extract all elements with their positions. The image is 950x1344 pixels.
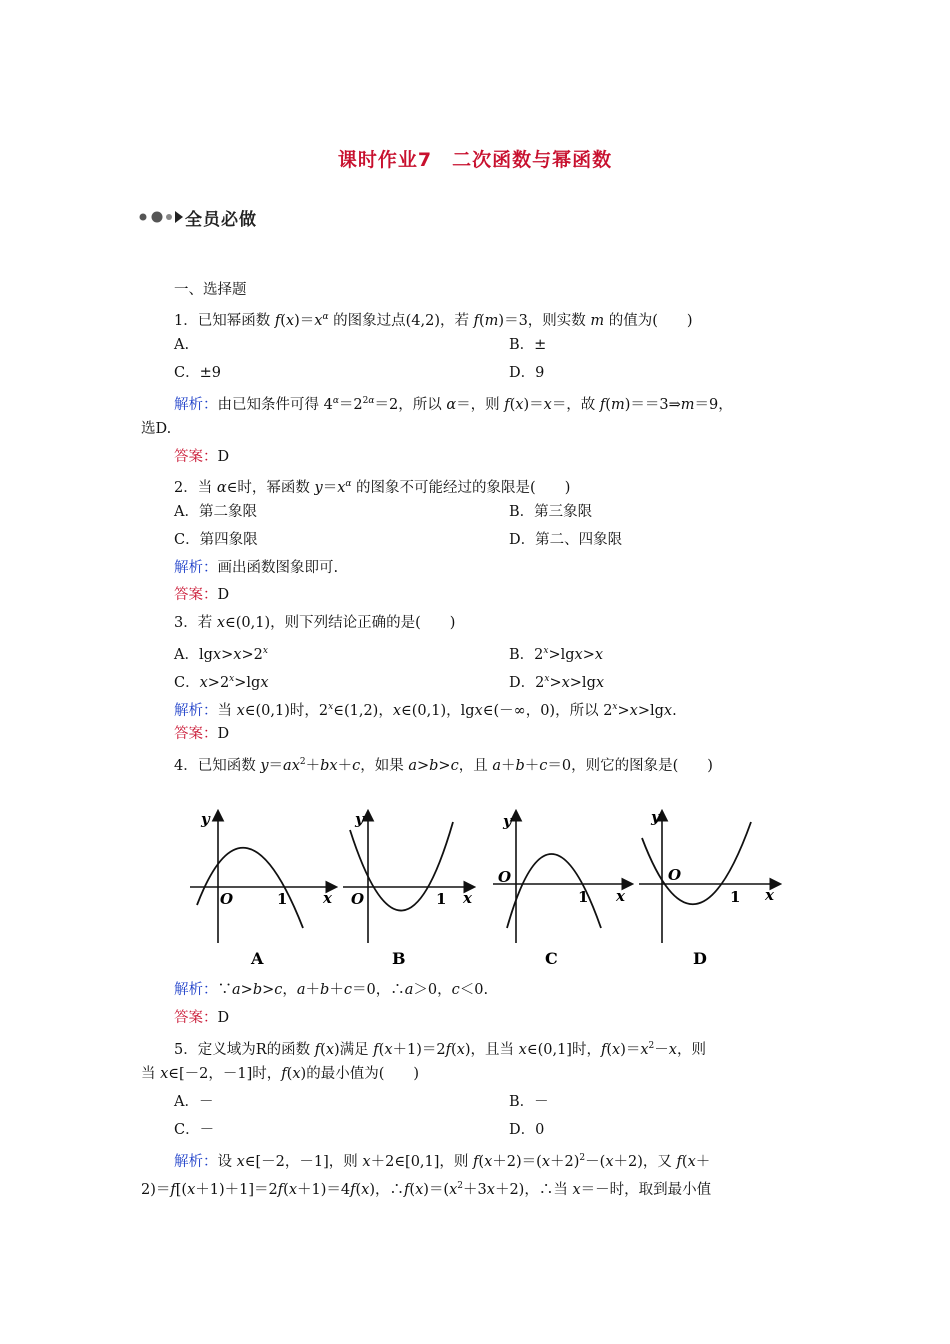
graph-b-label: B [392, 949, 406, 968]
q5-solution: 解析：设 x∈[－2，－1]，则 x＋2∈[0,1]，则 $f(x+2)=(x+2)^2-(x+2)$，又 f(x＋ [174, 1153, 711, 1170]
graph-a[interactable] [190, 810, 335, 968]
q3-option-a[interactable]: A．$\lg x>x>2^x$ [174, 646, 268, 663]
q4-answer: 答案：D [174, 1010, 230, 1026]
graph-b-x-label: x [463, 889, 472, 907]
q4-graph-options [185, 800, 795, 975]
q2-option-c[interactable]: C．第四象限 [174, 532, 258, 548]
q5-solution-line2: 2)＝f[(x＋1)＋1]＝2f(x＋1)＝4f(x)，$\therefore f(x)=(x^2+3x+2)$，∴当 x＝－时，取到最小值 [141, 1181, 712, 1198]
section-heading: 一、选择题 [174, 282, 247, 298]
graph-a-x-label: x [323, 889, 332, 907]
q3-answer: 答案：D [174, 726, 230, 742]
q5-option-a[interactable]: A．－ [174, 1094, 214, 1110]
graph-c-label: C [545, 949, 558, 968]
q1-solution-wrap: 选D. [141, 421, 172, 437]
graph-c-one: 1 [578, 888, 589, 906]
graph-b[interactable] [343, 810, 473, 968]
q5-stem-wrap: 当 x∈[－2，－1]时，f(x)的最小值为( ) [141, 1066, 420, 1082]
q3-option-b[interactable]: B．$2^x>\lg x>x$ [509, 646, 604, 663]
q4-solution: 解析：∵a>b>c，a＋b＋c＝0，∴a＞0，c＜0. [174, 982, 489, 998]
graph-b-y-label: y [355, 810, 364, 828]
q2-answer: 答案：D [174, 587, 230, 603]
q2-option-b[interactable]: B．第三象限 [509, 504, 593, 520]
graph-c-x-label: x [616, 887, 625, 905]
graph-d-y-label: y [651, 808, 660, 826]
graph-d-one: 1 [730, 888, 741, 906]
q2-option-d[interactable]: D．第二、四象限 [509, 532, 623, 548]
graph-a-y-label: y [201, 810, 210, 828]
graph-c-origin: O [498, 868, 512, 886]
page-title: 课时作业7 二次函数与幂函数 [337, 149, 613, 171]
q5-stem: 5．定义域为R的函数 f(x)满足 f(x＋1)＝2f(x)，且当 x∈(0,1]时，$f(x)=x^2-x$，则 [174, 1041, 706, 1058]
graph-d-x-label: x [765, 886, 774, 904]
graph-d-label: D [693, 949, 707, 968]
q5-option-c[interactable]: C．－ [174, 1122, 215, 1138]
graph-a-origin: O [220, 890, 234, 908]
q4-stem: 4．已知函数 $y=ax^2+bx+c$，如果 a>b>c，且 a＋b＋c＝0，则它的图象是( ) [174, 757, 713, 774]
q1-answer: 答案：D [174, 449, 230, 465]
banner-title: 全员必做 [185, 210, 257, 230]
q5-option-b[interactable]: B．－ [509, 1094, 549, 1110]
q3-option-c[interactable]: C．$x>2^x>\lg x$ [174, 674, 269, 691]
q2-solution: 解析：画出函数图象即可. [174, 560, 339, 576]
q3-option-d[interactable]: D．$2^x>x>\lg x$ [509, 674, 605, 691]
q1-solution: 解析：由已知条件可得 $4^\alpha=2^{2\alpha}=2$，所以 α＝，则 f(x)＝x＝，故 f(m)＝＝3⇒m＝9， [174, 396, 733, 413]
graph-c[interactable] [493, 812, 631, 968]
q5-option-d[interactable]: D．0 [509, 1122, 545, 1138]
q1-option-b[interactable]: B．± [509, 337, 547, 353]
graph-b-origin: O [351, 890, 365, 908]
q3-stem: 3．若 x∈(0,1)，则下列结论正确的是( ) [174, 615, 456, 631]
graph-d-origin: O [668, 866, 682, 884]
q1-stem: 1．已知幂函数 $f(x)=x^\alpha$ 的图象过点(4,2)，若 f(m)＝3，则实数 m 的值为( ) [174, 312, 693, 329]
graph-a-label: A [251, 949, 264, 968]
q2-stem: 2．当 α∈时，幂函数 $y=x^\alpha$ 的图象不可能经过的象限是( ) [174, 479, 571, 496]
graph-d[interactable] [639, 808, 779, 968]
q3-solution: 解析：当 x∈(0,1)时，2$^x$∈(1,2)，x∈(0,1)，lgx∈(－∞，0)，所以 $2^x>x>\lg x$. [174, 702, 677, 719]
q2-option-a[interactable]: A．第二象限 [174, 504, 257, 520]
graph-a-one: 1 [277, 890, 288, 908]
graph-b-one: 1 [436, 890, 447, 908]
q1-option-a[interactable]: A. [174, 337, 190, 353]
graph-c-y-label: y [503, 812, 512, 830]
q1-option-c[interactable]: C．±9 [174, 365, 221, 381]
q1-option-d[interactable]: D．9 [509, 365, 545, 381]
